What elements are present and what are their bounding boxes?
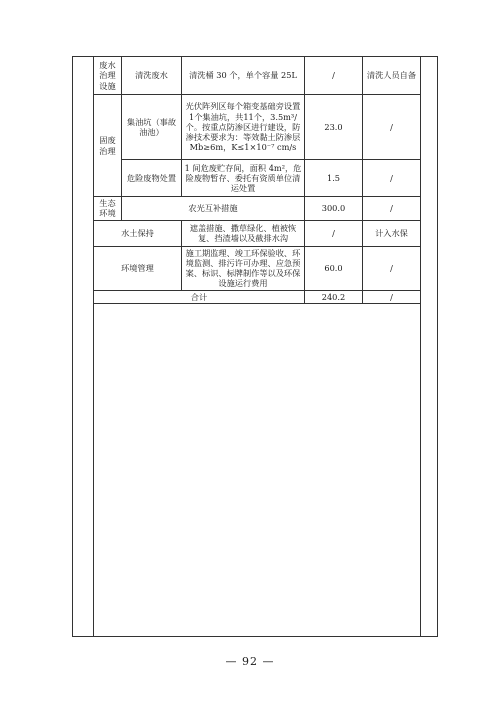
group-cell: 生态环境 [94, 197, 122, 221]
cost-cell: 23.0 [305, 95, 363, 160]
total-label: 合计 [94, 290, 305, 303]
group-cell: 固废治理 [94, 95, 122, 197]
item-cell: 危险废物处置 [122, 160, 182, 197]
table-row [73, 160, 438, 197]
table-row [73, 57, 438, 95]
blank-row [73, 303, 438, 636]
left-margin-cell [73, 57, 94, 637]
note-cell: 计入水保 [363, 220, 421, 246]
table-row [73, 246, 438, 290]
measure-cell: 光伏阵列区每个箱变基础旁设置1个集油坑，共11个，3.5m³/个。按重点防渗区进行建设，防渗技术要求为：等效黏土防渗层Mb≥6m，K≤1×10⁻⁷ cm/s [182, 95, 305, 160]
note-cell: / [363, 197, 421, 221]
total-row [73, 290, 438, 303]
total-cost: 240.2 [305, 290, 363, 303]
blank-area [94, 303, 421, 636]
cost-cell: 1.5 [305, 160, 363, 197]
right-margin-cell [421, 57, 438, 637]
group-cell: 废水治理设施 [94, 57, 122, 95]
cost-cell: / [305, 220, 363, 246]
cost-cell: / [305, 57, 363, 95]
group-cell: 环境管理 [94, 246, 182, 290]
cost-cell: 300.0 [305, 197, 363, 221]
note-cell: 清洗人员自备 [363, 57, 421, 95]
measure-cell: 1 间危废贮存间，面积 4m²，危险废物暂存、委托有资质单位清运处置 [182, 160, 305, 197]
total-note: / [363, 290, 421, 303]
note-cell: / [363, 246, 421, 290]
cost-cell: 60.0 [305, 246, 363, 290]
table-row [73, 220, 438, 246]
note-cell: / [363, 95, 421, 160]
measure-cell: 清洗桶 30 个，单个容量 25L [182, 57, 305, 95]
item-cell: 集油坑（事故油池） [122, 95, 182, 160]
measure-cell: 遮盖措施、撒草绿化、植被恢复、挡渣墙以及截排水沟 [182, 220, 305, 246]
group-cell: 水土保持 [94, 220, 182, 246]
environmental-investment-table [72, 56, 438, 637]
item-cell: 清洗废水 [122, 57, 182, 95]
table-row [73, 197, 438, 221]
table-row [73, 95, 438, 160]
measure-cell: 农光互补措施 [122, 197, 305, 221]
measure-cell: 施工期监理、竣工环保验收、环境监测、排污许可办理、应急预案、标识、标牌制作等以及环保设施运行费用 [182, 246, 305, 290]
note-cell: / [363, 160, 421, 197]
page-number: — 92 — [225, 655, 275, 668]
